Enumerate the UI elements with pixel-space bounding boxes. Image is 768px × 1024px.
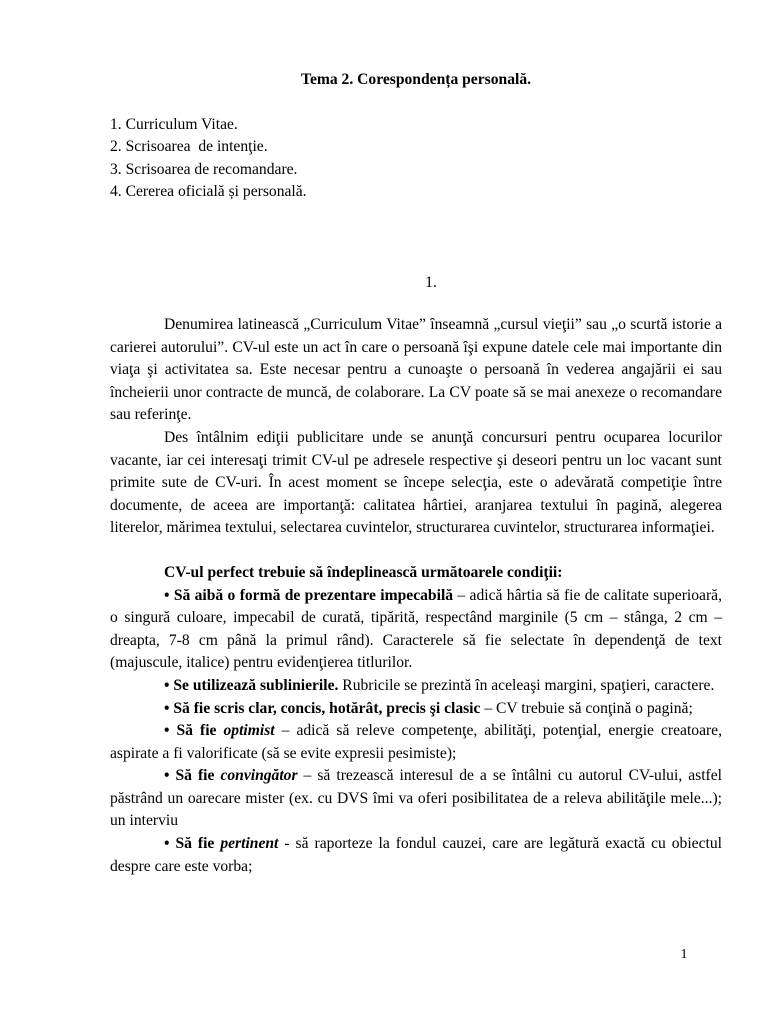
toc-item: 2. Scrisoarea de intenţie. bbox=[110, 138, 268, 156]
condition-item bbox=[110, 585, 722, 675]
condition-item bbox=[110, 833, 722, 878]
document-title: Tema 2. Corespondența personală. bbox=[300, 71, 532, 88]
condition-lead: Să fie scris clar, concis, hotărât, precis şi clasic bbox=[173, 699, 481, 717]
toc-item: 1. Curriculum Vitae. bbox=[110, 116, 238, 133]
condition-item bbox=[110, 698, 722, 721]
condition-text: – adică hârtia să fie de calitate superioară, o singură culoare, impecabil de curată, tipărită, respectând marginile (5 cm – stânga, 2 cm – dreapta, 7-8 cm până la primul rând). Caracterele să fie selectate în dependenţă de text (majuscule, italice) pentru evidenţierea titlurilor. bbox=[110, 586, 722, 672]
condition-item bbox=[110, 720, 722, 765]
condition-text: – CV trebuie să conţină o pagină; bbox=[480, 699, 693, 717]
condition-lead: pertinent bbox=[220, 835, 279, 853]
bullet: • bbox=[164, 676, 170, 694]
bullet: • bbox=[164, 699, 170, 717]
toc-item: 3. Scrisoarea de recomandare. bbox=[110, 160, 298, 178]
condition-lead-prefix: Să fie bbox=[176, 722, 224, 740]
condition-text: – adică să releve competenţe, abilităţi, potenţial, energie creatoare, aspirate a fi valorificate (să se evite expresii pesimiste); bbox=[110, 722, 723, 762]
condition-lead-prefix: Să fie bbox=[175, 767, 221, 785]
condition-text: Rubricile se prezintă în aceleaşi margini, spaţieri, caractere. bbox=[338, 676, 715, 694]
paragraph: Des întâlnim ediţii publicitare unde se anunţă concursuri pentru ocuparea locurilor vacante, iar cei interesaţi trimit CV-ul pe adresele respective şi deseori pentru un loc vacant sunt primite sute de CV-uri. În acest moment se începe selecţia, este o adevărată competiţie între documente, de aceea are importanţă: calitatea hârtiei, aranjarea textului în pagină, alegerea literelor, mărimea textului, selectarea cuvintelor, structurarea cuvintelor, structurarea informaţiei. bbox=[110, 428, 722, 537]
table-of-contents bbox=[110, 114, 722, 204]
paragraph: Denumirea latinească „Curriculum Vitae” înseamnă „cursul vieţii” sau „o scurtă istorie a carierei autorului”. CV-ul este un act în care o persoană îşi expune datele cele mai importante din viaţa şi activitatea sa. Este necesar pentru a cunoaşte o persoană în vederea angajării ei sau încheierii unor contracte de muncă, de colaborare. La CV poate să se mai anexeze o recomandare sau referinţe. bbox=[110, 316, 722, 424]
bullet: • bbox=[164, 586, 170, 604]
condition-lead: Să aibă o formă de prezentare impecabilă bbox=[173, 586, 454, 604]
condition-text: – să trezească interesul de a se întâlni cu autorul CV-ului, astfel păstrând un oarecare mister (ex. cu DVS îmi va oferi posibilitatea de a releva abilităţile mele...); un interviu bbox=[110, 767, 722, 830]
condition-lead: convingător bbox=[220, 767, 298, 785]
toc-item: 4. Cererea oficială și personală. bbox=[110, 183, 307, 201]
condition-item bbox=[110, 765, 722, 833]
conditions-heading: CV-ul perfect trebuie să îndeplinească următoarele condiţii: bbox=[164, 563, 563, 581]
bullet: • bbox=[164, 767, 170, 785]
condition-item bbox=[110, 675, 722, 698]
section-number: 1. bbox=[425, 274, 437, 291]
bullet: • bbox=[164, 835, 170, 853]
condition-lead: Se utilizează sublinierile. bbox=[173, 676, 339, 694]
document-body bbox=[110, 314, 722, 878]
condition-text: - să raporteze la fondul cauzei, care are legătură exactă cu obiectul despre care este vorba; bbox=[110, 835, 722, 875]
page-number: 1 bbox=[680, 947, 688, 962]
bullet: • bbox=[164, 722, 170, 740]
condition-lead-prefix: Să fie bbox=[175, 835, 221, 853]
condition-lead: optimist bbox=[223, 722, 275, 740]
